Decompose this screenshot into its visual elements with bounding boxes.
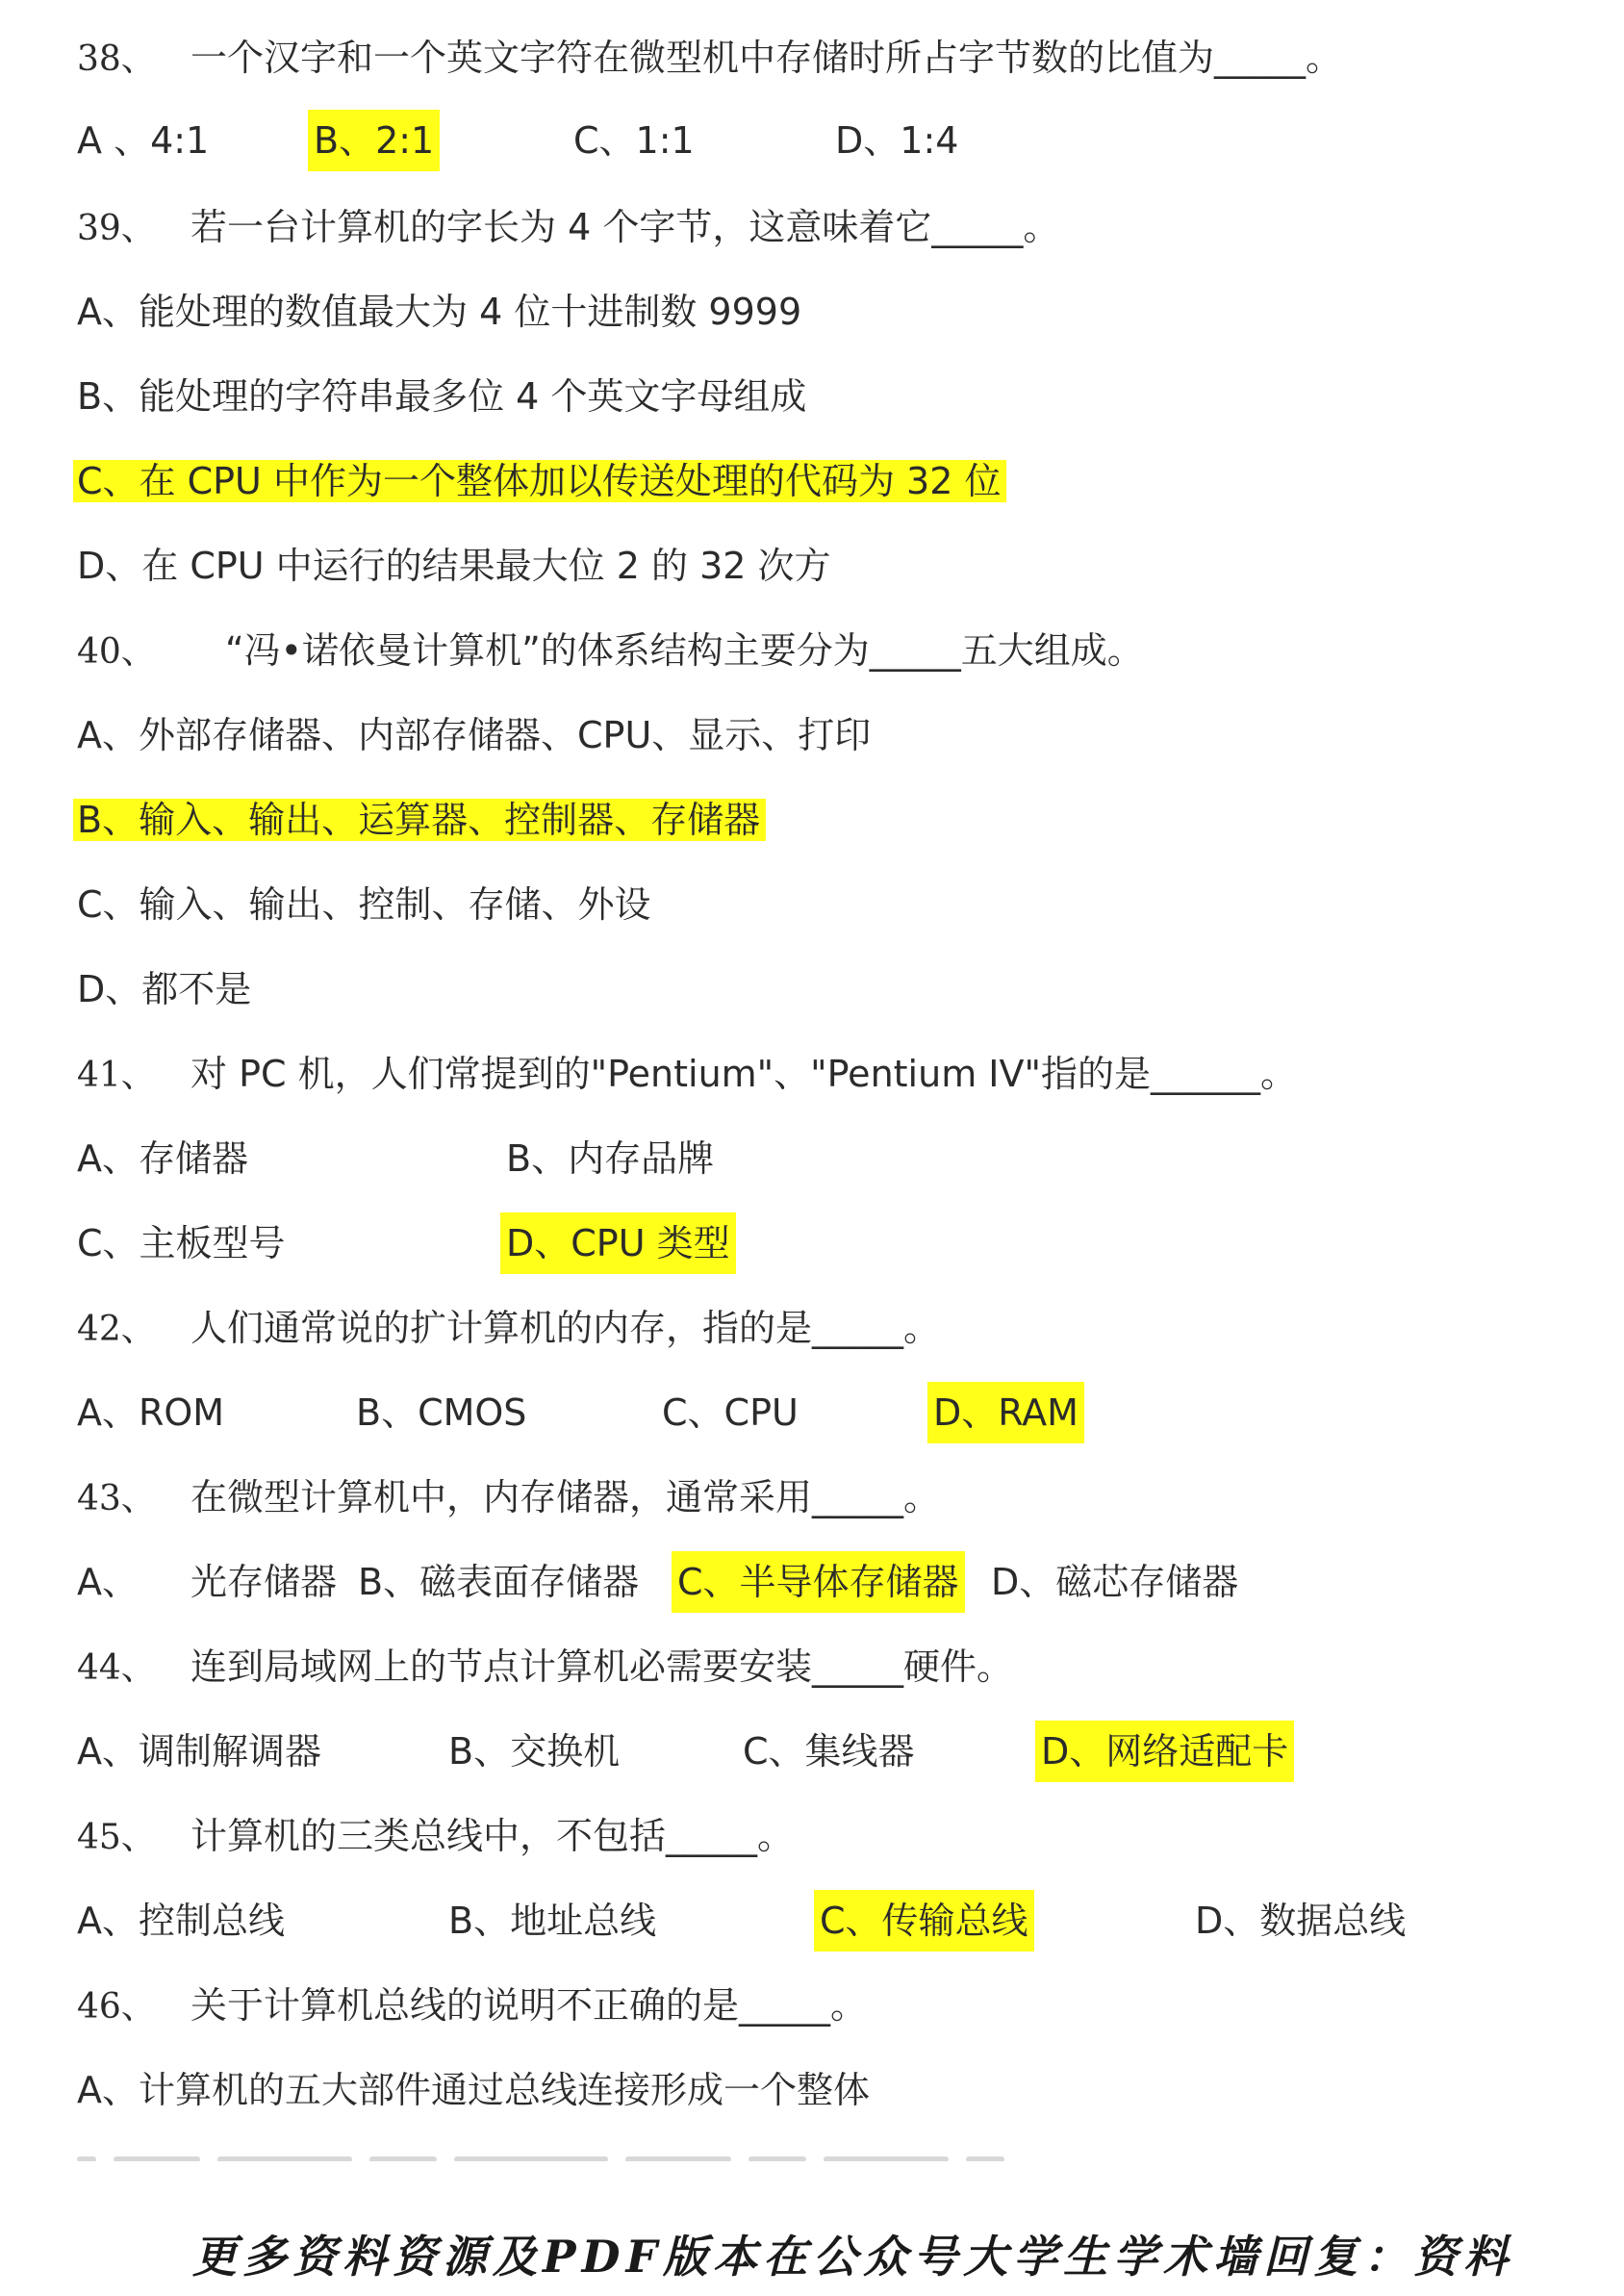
question-number: 44、 — [77, 1648, 156, 1688]
question-40 — [77, 620, 1144, 681]
option-40-a — [77, 704, 871, 766]
option-b-answer: B、输入、输出、运算器、控制器、存储器 — [73, 799, 766, 841]
option-a: A、控制总线 — [77, 1900, 285, 1942]
option-d: D、在 CPU 中运行的结果最大位 2 的 32 次方 — [77, 545, 831, 587]
question-41 — [77, 1043, 1297, 1105]
option-d-answer: D、CPU 类型 — [500, 1212, 736, 1274]
option-c: C、主板型号 — [77, 1222, 286, 1264]
question-46 — [77, 1975, 867, 2036]
option-40-c — [77, 874, 651, 935]
option-a: A、计算机的五大部件通过总线连接形成一个整体 — [77, 2069, 870, 2111]
option-39-c — [77, 450, 1006, 512]
option-a: A、外部存储器、内部存储器、CPU、显示、打印 — [77, 714, 872, 756]
question-text: 若一台计算机的字长为 4 个字节，这意味着它_____。 — [190, 206, 1060, 248]
question-text: 计算机的三类总线中，不包括_____。 — [190, 1815, 795, 1857]
question-44 — [77, 1636, 1013, 1697]
question-43 — [77, 1467, 940, 1528]
option-a: A、存储器 — [77, 1137, 248, 1180]
option-c: C、输入、输出、控制、存储、外设 — [77, 883, 651, 926]
cut-off-text-line — [77, 2148, 1155, 2161]
option-a: A、能处理的数值最大为 4 位十进制数 9999 — [77, 291, 802, 333]
question-number: 45、 — [77, 1818, 156, 1857]
option-b: B、地址总线 — [448, 1900, 657, 1942]
question-number: 40、 — [77, 632, 156, 672]
option-a: A、ROM — [77, 1391, 225, 1434]
option-39-a — [77, 281, 801, 343]
option-c: C、CPU — [662, 1391, 799, 1434]
question-text: 关于计算机总线的说明不正确的是_____。 — [190, 1984, 868, 2027]
question-text: 人们通常说的扩计算机的内存，指的是_____。 — [190, 1307, 941, 1349]
question-number: 41、 — [77, 1056, 156, 1095]
question-number: 42、 — [77, 1310, 156, 1349]
option-c-answer: C、传输总线 — [814, 1890, 1034, 1952]
question-number: 38、 — [77, 39, 156, 79]
options-42 — [77, 1382, 1520, 1443]
option-a: A 、4:1 — [77, 119, 210, 162]
question-text: 连到局域网上的节点计算机必需要安装_____硬件。 — [190, 1645, 1014, 1688]
option-b: B、能处理的字符串最多位 4 个英文字母组成 — [77, 375, 807, 418]
option-40-d — [77, 958, 251, 1020]
option-b: B、磁表面存储器 — [358, 1561, 640, 1603]
option-d: D、都不是 — [77, 968, 252, 1010]
option-c: C、集线器 — [743, 1730, 915, 1773]
option-39-d — [77, 535, 831, 597]
options-44 — [77, 1721, 1539, 1782]
question-text: “冯•诺依曼计算机”的体系结构主要分为_____五大组成。 — [225, 629, 1144, 672]
question-text: 在微型计算机中，内存储器，通常采用_____。 — [190, 1476, 941, 1518]
option-c-answer: C、半导体存储器 — [672, 1551, 965, 1613]
question-text: 对 PC 机，人们常提到的"Pentium"、"Pentium IV"指的是______。 — [190, 1053, 1297, 1095]
option-39-b — [77, 366, 806, 427]
option-a: A、调制解调器 — [77, 1730, 321, 1773]
option-d: D、数据总线 — [1195, 1900, 1407, 1942]
option-46-a — [77, 2059, 870, 2121]
option-b: B、CMOS — [356, 1391, 527, 1434]
option-a: 光存储器 — [190, 1561, 338, 1603]
question-number: 43、 — [77, 1479, 156, 1518]
options-41-ab — [77, 1128, 1520, 1189]
option-b: B、交换机 — [448, 1730, 621, 1773]
option-d-answer: D、RAM — [927, 1382, 1084, 1443]
footer-note: 更多资料资源及PDF版本在公众号大学生学术墙回复：资料 — [192, 2231, 1514, 2283]
option-d: D、磁芯存储器 — [991, 1561, 1239, 1603]
question-42 — [77, 1297, 940, 1359]
options-45 — [77, 1890, 1539, 1952]
option-a-prefix: A、 — [77, 1561, 139, 1603]
question-39 — [77, 196, 1059, 258]
option-40-b — [77, 789, 766, 851]
options-43 — [77, 1551, 1539, 1613]
question-45 — [77, 1805, 794, 1867]
option-b: B、内存品牌 — [506, 1137, 715, 1180]
option-c-answer: C、在 CPU 中作为一个整体加以传送处理的代码为 32 位 — [73, 460, 1006, 502]
question-38 — [77, 27, 1342, 89]
options-38 — [77, 110, 1520, 171]
option-d-answer: D、网络适配卡 — [1035, 1721, 1294, 1782]
question-text: 一个汉字和一个英文字符在微型机中存储时所占字节数的比值为_____。 — [190, 37, 1343, 79]
question-number: 39、 — [77, 209, 156, 248]
question-number: 46、 — [77, 1987, 156, 2027]
options-41-cd — [77, 1212, 1520, 1274]
option-b-answer: B、2:1 — [308, 110, 440, 171]
option-d: D、1:4 — [835, 119, 959, 162]
option-c: C、1:1 — [573, 119, 695, 162]
